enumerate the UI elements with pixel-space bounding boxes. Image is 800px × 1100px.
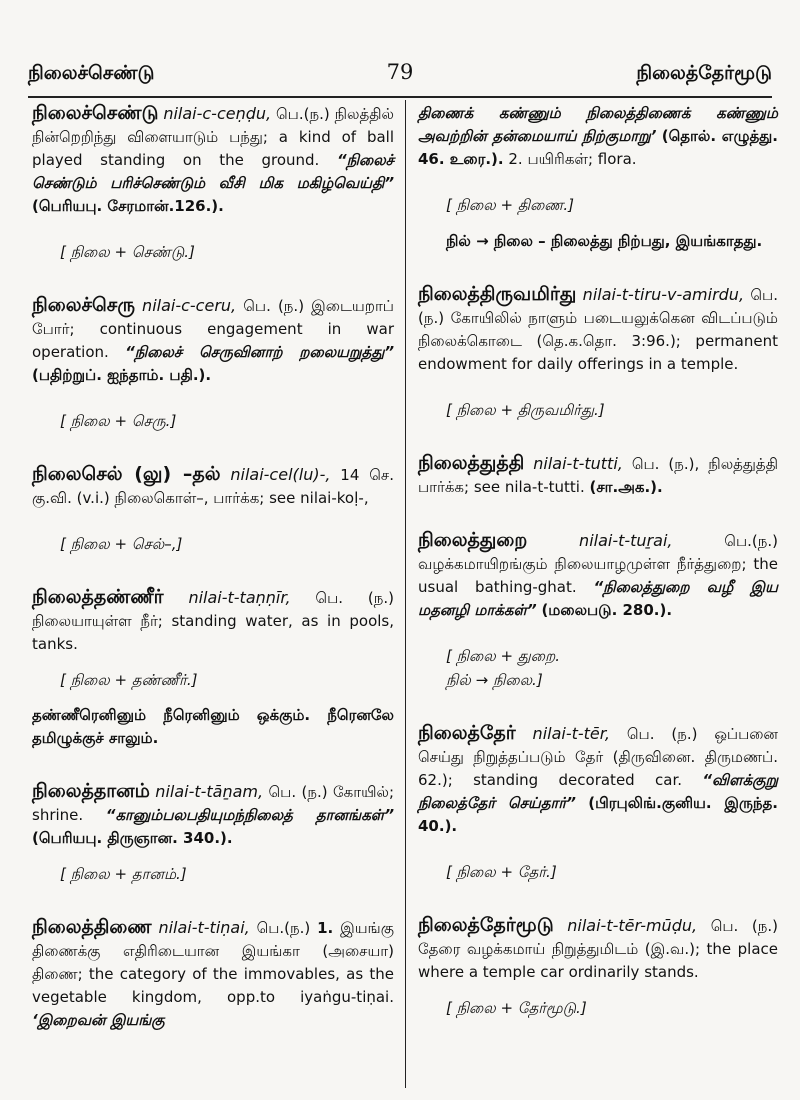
definition: இடையறாப் போர்; continuous engagement in war operation. [32, 297, 394, 361]
part-of-speech: பெ. (ந.) [418, 286, 778, 327]
transliteration: nilai-t-taṇṇīr, [188, 588, 291, 607]
transliteration: nilai-t-tāṉam, [155, 782, 264, 801]
part-of-speech: பெ. (ந.) [710, 917, 778, 935]
headword: நிலைத்துத்தி [418, 452, 525, 474]
quotation: ‘இறைவன் இயங்கு [32, 1011, 165, 1029]
entry-nilaittinai-continued [418, 102, 778, 253]
headword: நிலைத்திருவமிர்து [418, 283, 577, 305]
citation: (மலைபடு. 280.). [541, 601, 673, 619]
header-rule [28, 96, 772, 98]
definition: ஒப்பனை செய்து நிறுத்தப்படும் தேர் (திருவினை. திருமணப். 62.); standing decorated car. [418, 725, 778, 789]
citation: (பெரியபு. சேரமான்.126.). [32, 197, 224, 215]
headword: நிலைத்தேர்மூடு [418, 914, 554, 936]
part-of-speech: பெ. (ந.), [631, 455, 700, 473]
transliteration: nilai-t-tiṇai, [158, 918, 250, 937]
headword: நிலைத்தண்ணீர் [32, 586, 164, 608]
citation: (தொல். எழுத்து. 46. உரை.). [418, 127, 779, 168]
transliteration: nilai-t-tuṟai, [579, 531, 673, 550]
entry-nilaicellu [32, 463, 394, 556]
transliteration: nilai-t-tēr, [532, 724, 610, 743]
etymology: [ நிலை + செல்–,] [60, 535, 183, 553]
transliteration: nilai-t-tēr-mūḍu, [567, 916, 698, 935]
headword: நிலைசெல் (லு) –தல் [32, 463, 221, 485]
citation: (பிரபுலிங்.குனிய. இருந்த. 40.). [418, 794, 778, 835]
headword: நிலைத்தேர் [418, 722, 516, 744]
etymology: [ நிலை + செரு.] [60, 412, 177, 430]
definition: இயங்கு திணைக்கு எதிரிடையான இயங்கா (அசையா) திணை; the category of the immovables, as the vegetable kingdom, opp.to iyaṅgu-tiṇai. [32, 919, 394, 1006]
etymology: [ நிலை + தண்ணீர்.] [60, 671, 198, 689]
headword: நிலைத்துறை [418, 529, 528, 551]
transliteration: nilai-c-ceru, [142, 296, 237, 315]
definition: வழக்கமாயிறங்கும் நிலையாழமுள்ள நீர்த்துறை; the usual bathing-ghat. [418, 555, 778, 596]
quotation: திணைக் கண்ணும் நிலைத்திணைக் கண்ணும் அவற்றின் தன்மையாய் நிற்குமாறு’ [418, 104, 778, 145]
left-column [32, 102, 394, 1032]
part-of-speech: பெ.(ந.) [256, 919, 311, 937]
definition: நிலத்தில் நின்றெறிந்து விளையாடும் பந்து; a kind of ball played standing on the ground. [32, 105, 394, 169]
entry-nilaittutti [418, 452, 778, 499]
quotation: “நிலைத்துறை வழீ இய மதனழி மாக்கள்” [418, 578, 778, 619]
running-head-left: நிலைச்செண்டு [28, 62, 155, 84]
entry-nilaittermudu [418, 914, 778, 1020]
entry-nilaitturai [418, 529, 778, 692]
running-head-right: நிலைத்தேர்மூடு [636, 62, 772, 84]
etymology-line-2: நில் → நிலை.] [446, 671, 543, 689]
transliteration: nilai-c-ceṇḍu, [163, 104, 272, 123]
entry-nilaittannir [32, 586, 394, 750]
entry-nilaittiruvamirdu [418, 283, 778, 422]
etymology-note: தண்ணீரெனினும் நீரெனினும் ஒக்கும். நீரெனலே தமிழுக்குச் சாலும். [32, 706, 394, 747]
entry-nilaittinai [32, 916, 394, 1032]
entry-nilaittanam [32, 780, 394, 886]
transliteration: nilai-t-tiru-v-amirdu, [582, 285, 745, 304]
transliteration: nilai-cel(lu)-, [230, 465, 331, 484]
definition: நிலையாயுள்ள நீர்; standing water, as in pools, tanks. [32, 612, 394, 653]
entry-nilaicchendu [32, 102, 394, 264]
entry-nilaicceru [32, 294, 394, 433]
quotation: “நிலைச் செண்டும் பரிச்செண்டும் வீசி மிக மகிழ்வெய்தி” [32, 151, 394, 192]
definition: கோயிலில் நாளும் படையலுக்கென விடப்படும் நிலைக்கொடை (தெ.க.தொ. 3:96.); permanent endowment for daily offerings in a temple. [418, 309, 778, 373]
part-of-speech: பெ. (ந.) [243, 297, 305, 315]
headword: நிலைச்செண்டு [32, 102, 159, 124]
part-of-speech: பெ. (ந.) [268, 783, 328, 801]
part-of-speech: 14 செ. கு.வி. (v.i.) [32, 466, 394, 507]
etymology: [ நிலை + தானம்.] [60, 865, 187, 883]
entry-nilaitter [418, 722, 778, 884]
headword: நிலைத்திணை [32, 916, 152, 938]
quotation: “நிலைச் செருவினாற் றலையறுத்து” [125, 343, 394, 361]
etymology: [ நிலை + திருவமிர்து.] [446, 401, 605, 419]
headword: நிலைச்செரு [32, 294, 135, 316]
etymology: [ நிலை + துறை. [446, 647, 560, 665]
sense-number: 1. [317, 919, 334, 937]
definition: தேரை வழக்கமாய் நிறுத்துமிடம் (இ.வ.); the place where a temple car ordinarily stands. [418, 940, 778, 981]
etymology: [ நிலை + செண்டு.] [60, 243, 195, 261]
definition: கோயில்; shrine. [32, 783, 394, 824]
citation: (பெரியபு. திருஞான. 340.). [32, 829, 233, 847]
column-divider [405, 100, 406, 1088]
quotation: “விளக்குறு நிலைத்தேர் செய்தார்” [418, 771, 778, 812]
transliteration: nilai-t-tutti, [533, 454, 623, 473]
part-of-speech: பெ. (ந.) [626, 725, 698, 743]
part-of-speech: பெ.(ந.) [724, 532, 778, 550]
etymology: [ நிலை + தேர்.] [446, 863, 557, 881]
page-header [28, 62, 772, 96]
definition: நிலைகொள்–, பார்க்க; see nilai-koḷ-, [114, 489, 369, 507]
citation: (பதிற்றுப். ஐந்தாம். பதி.). [32, 366, 212, 384]
definition: 2. பயிரிகள்; flora. [508, 150, 637, 168]
etymology: [ நிலை + திணை.] [446, 196, 574, 214]
part-of-speech: பெ. (ந.) [315, 589, 394, 607]
definition: நிலத்துத்தி பார்க்க; see nila-t-tutti. [418, 455, 778, 496]
page-number: 79 [386, 60, 414, 84]
headword: நிலைத்தானம் [32, 780, 150, 802]
right-column [418, 102, 778, 1020]
part-of-speech: பெ.(ந.) [276, 105, 330, 123]
quotation: “கானும்பலபதியுமந்நிலைத் தானங்கள்” [105, 806, 394, 824]
etymology: [ நிலை + தேர்மூடு.] [446, 999, 587, 1017]
citation: (சா.அக.). [589, 478, 663, 496]
etymology-note: நில் → நிலை – நிலைத்து நிற்பது, இயங்காதது. [446, 232, 763, 250]
